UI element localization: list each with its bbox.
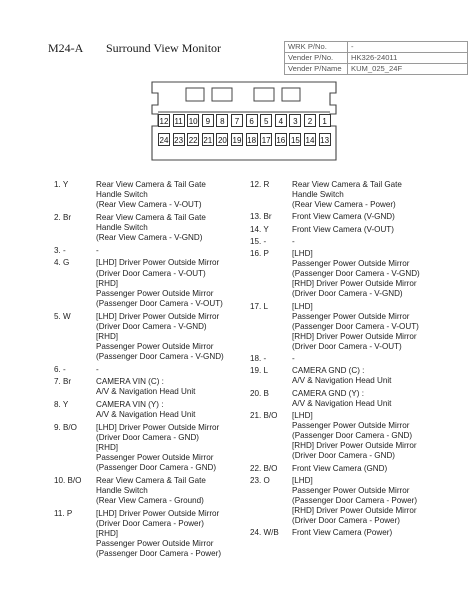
info-value: HK326-24011 (348, 53, 468, 64)
info-row (285, 53, 468, 64)
description-line: [LHD] Driver Power Outside Mirror (96, 311, 220, 321)
info-key: Vender P/No. (285, 53, 348, 64)
pin-description (292, 180, 402, 210)
description-line: [RHD] (96, 331, 119, 341)
connector-pin: 11 (173, 114, 185, 127)
description-line: Handle Switch (96, 486, 148, 496)
description-line: CAMERA GND (Y) : (292, 388, 364, 398)
info-value: - (348, 42, 468, 53)
info-key: WRK P/No. (285, 42, 348, 53)
connector-diagram (148, 81, 340, 161)
pin-number: 3. - (54, 245, 66, 255)
description-line: (Passenger Door Camera - Power) (96, 549, 222, 559)
description-line: Passenger Power Outside Mirror (292, 259, 410, 269)
description-line: [RHD] Driver Power Outside Mirror (292, 441, 417, 451)
pin-number: 19. L (250, 366, 269, 376)
connector-pin: 24 (158, 133, 170, 146)
pin-number: 20. B (250, 388, 269, 398)
description-line: (Driver Door Camera - V-OUT) (292, 341, 402, 351)
description-line: - (292, 354, 295, 364)
pin-number: 24. W/B (250, 528, 279, 538)
description-line: (Driver Door Camera - V-OUT) (96, 268, 206, 278)
description-line: (Passenger Door Camera - Power) (292, 495, 418, 505)
connector-pin: 16 (275, 133, 287, 146)
connector-title: Surround View Monitor (106, 41, 222, 55)
pin-description (292, 249, 420, 299)
connector-pin: 20 (216, 133, 228, 146)
description-line: Passenger Power Outside Mirror (96, 341, 214, 351)
description-line: [LHD] (292, 248, 313, 258)
description-line: (Driver Door Camera - Power) (292, 516, 400, 526)
description-line: [RHD] Driver Power Outside Mirror (292, 331, 417, 341)
description-line: (Passenger Door Camera - V-GND) (96, 351, 224, 361)
description-line: (Driver Door Camera - GND) (292, 451, 395, 461)
pin-number: 5. W (54, 311, 71, 321)
description-line: Passenger Power Outside Mirror (292, 421, 410, 431)
pin-number: 15. - (250, 236, 267, 246)
connector-pin: 13 (319, 133, 331, 146)
description-line: Handle Switch (96, 190, 148, 200)
description-line: (Rear View Camera - Power) (292, 200, 396, 210)
pin-description (96, 258, 223, 308)
info-key: Vender P/Name (285, 64, 348, 75)
pin-description (292, 237, 295, 247)
connector-pin: 6 (246, 114, 258, 127)
pin-description (96, 377, 195, 397)
connector-pin: 19 (231, 133, 243, 146)
pin-number: 12. R (250, 180, 270, 189)
description-line: (Rear View Camera - V-GND) (96, 233, 203, 243)
description-line: (Driver Door Camera - Power) (96, 519, 204, 529)
description-line: A/V & Navigation Head Unit (96, 410, 196, 420)
pin-number: 10. B/O (54, 476, 82, 486)
connector-pin: 15 (289, 133, 301, 146)
info-row (285, 64, 468, 75)
connector-pin: 23 (173, 133, 185, 146)
description-line: (Driver Door Camera - V-GND) (96, 321, 207, 331)
pin-description (292, 366, 391, 386)
description-line: [RHD] (96, 278, 119, 288)
pin-number: 13. Br (250, 212, 272, 222)
pin-number: 22. B/O (250, 463, 278, 473)
description-line: Front View Camera (V-GND) (292, 212, 395, 222)
info-row (285, 42, 468, 53)
description-line: Passenger Power Outside Mirror (292, 485, 410, 495)
pin-number: 17. L (250, 301, 269, 311)
description-line: Front View Camera (GND) (292, 463, 388, 473)
pin-number: 11. P (54, 508, 73, 518)
connector-pin: 4 (275, 114, 287, 127)
connector-pin: 22 (187, 133, 199, 146)
pin-description (292, 476, 417, 526)
pin-description (96, 180, 206, 210)
description-line: - (96, 245, 99, 255)
pin-number: 7. Br (54, 377, 72, 387)
pin-description (96, 400, 195, 420)
pin-description (96, 246, 99, 256)
description-line: Handle Switch (96, 222, 148, 232)
description-line: (Driver Door Camera - GND) (96, 433, 199, 443)
pin-description (96, 423, 219, 473)
description-line: Rear View Camera & Tail Gate (292, 180, 402, 189)
part-info-table (284, 41, 468, 75)
description-line: A/V & Navigation Head Unit (292, 376, 392, 386)
pin-number: 14. Y (250, 224, 269, 234)
pin-number: 6. - (54, 364, 66, 374)
description-line: - (292, 236, 295, 246)
pin-description (96, 476, 206, 506)
connector-pin: 5 (260, 114, 272, 127)
description-line: CAMERA VIN (Y) : (96, 400, 164, 410)
pin-number: 2. Br (54, 212, 72, 222)
pin-description (292, 225, 394, 235)
pin-number: 9. B/O (54, 422, 77, 432)
connector-pin: 7 (231, 114, 243, 127)
description-line: [LHD] Driver Power Outside Mirror (96, 422, 220, 432)
pin-description (292, 389, 391, 409)
pin-number: 16. P (250, 248, 269, 258)
description-line: (Driver Door Camera - V-GND) (292, 289, 403, 299)
description-line: CAMERA GND (C) : (292, 366, 365, 376)
description-line: A/V & Navigation Head Unit (96, 387, 196, 397)
description-line: [LHD] (292, 475, 313, 485)
connector-pin: 10 (187, 114, 199, 127)
pin-description (292, 354, 295, 364)
connector-pin: 9 (202, 114, 214, 127)
description-line: [RHD] Driver Power Outside Mirror (292, 505, 417, 515)
pin-number: 23. O (250, 475, 270, 485)
description-line: (Rear View Camera - V-OUT) (96, 200, 202, 210)
description-line: - (96, 364, 99, 374)
pin-description (292, 302, 419, 352)
description-line: Passenger Power Outside Mirror (292, 311, 410, 321)
pin-description (96, 365, 99, 375)
pin-number: 4. G (54, 258, 70, 268)
connector-pin: 3 (289, 114, 301, 127)
connector-pin: 14 (304, 133, 316, 146)
pin-number: 1. Y (54, 180, 69, 189)
description-line: [LHD] (292, 410, 313, 420)
description-line: Front View Camera (Power) (292, 528, 393, 538)
description-line: Passenger Power Outside Mirror (96, 288, 214, 298)
connector-pin: 2 (304, 114, 316, 127)
description-line: (Passenger Door Camera - V-OUT) (292, 321, 419, 331)
pin-number: 21. B/O (250, 410, 278, 420)
connector-pin: 12 (158, 114, 170, 127)
description-line: [RHD] Driver Power Outside Mirror (292, 279, 417, 289)
pin-number: 18. - (250, 354, 267, 364)
description-line: [RHD] (96, 529, 119, 539)
connector-pin: 17 (260, 133, 272, 146)
pin-description (292, 464, 387, 474)
connector-code: M24-A (48, 41, 84, 55)
description-line: (Passenger Door Camera - GND) (292, 431, 413, 441)
connector-pin: 18 (246, 133, 258, 146)
pin-description (96, 213, 206, 243)
description-line: (Passenger Door Camera - GND) (96, 463, 217, 473)
pin-number: 8. Y (54, 400, 69, 410)
description-line: [LHD] (292, 301, 313, 311)
description-line: Passenger Power Outside Mirror (96, 539, 214, 549)
pin-description (292, 212, 395, 222)
description-line: [LHD] Driver Power Outside Mirror (96, 508, 220, 518)
pin-description (292, 411, 417, 461)
description-line: Handle Switch (292, 190, 344, 200)
description-line: (Passenger Door Camera - V-GND) (292, 269, 420, 279)
pin-description (292, 528, 392, 538)
description-line: Rear View Camera & Tail Gate (96, 476, 206, 486)
description-line: Rear View Camera & Tail Gate (96, 180, 206, 189)
description-line: [LHD] Driver Power Outside Mirror (96, 258, 220, 268)
description-line: (Rear View Camera - Ground) (96, 496, 204, 506)
connector-pin: 21 (202, 133, 214, 146)
info-value: KUM_025_24F (348, 64, 468, 75)
pin-description (96, 312, 224, 362)
description-line: CAMERA VIN (C) : (96, 377, 164, 387)
description-line: Rear View Camera & Tail Gate (96, 212, 206, 222)
description-line: [RHD] (96, 443, 119, 453)
connector-pin: 8 (216, 114, 228, 127)
connector-pin: 1 (319, 114, 331, 127)
pin-description (96, 509, 221, 559)
description-line: (Passenger Door Camera - V-OUT) (96, 298, 223, 308)
description-line: A/V & Navigation Head Unit (292, 398, 392, 408)
description-line: Front View Camera (V-OUT) (292, 224, 394, 234)
description-line: Passenger Power Outside Mirror (96, 453, 214, 463)
